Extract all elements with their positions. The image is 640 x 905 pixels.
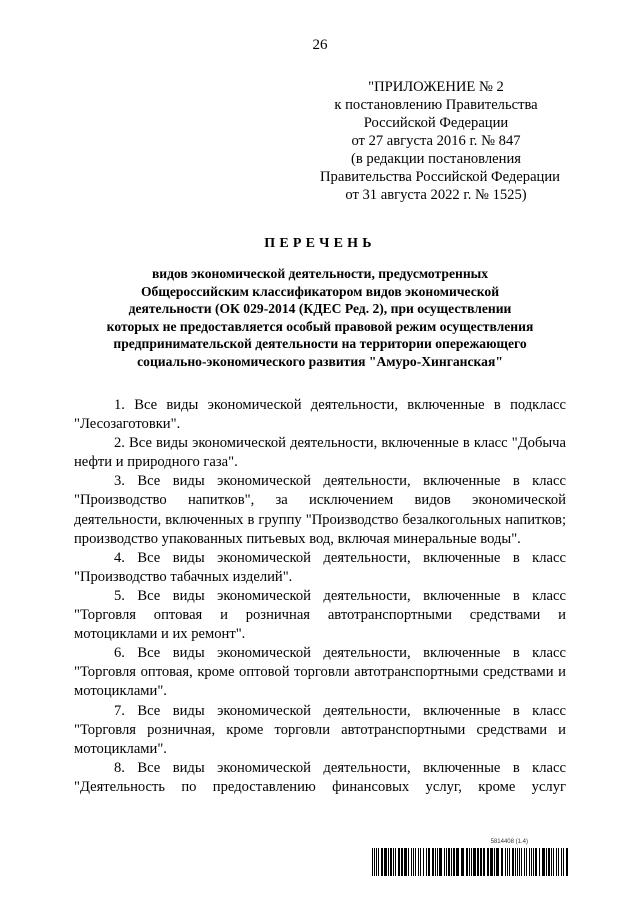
subtitle-line: предпринимательской деятельности на территории опережающего [113,336,527,351]
list-item: 4. Все виды экономической деятельности, включенные в класс "Производство табачных изделий". [74,549,566,585]
attachment-line: от 27 августа 2016 г. № 847 [351,133,521,149]
attachment-line: к постановлению Правительства [334,97,538,113]
barcode-bars [372,848,568,876]
attachment-header [320,78,560,204]
document-title: ПЕРЕЧЕНЬ [264,236,376,251]
page-number: 26 [312,37,328,53]
list-item: 2. Все виды экономической деятельности, включенные в класс "Добыча нефти и природного газа". [74,435,566,471]
attachment-line: от 31 августа 2022 г. № 1525) [345,187,527,203]
attachment-line: Правительства Российской Федерации [320,169,560,185]
barcode-id: 5814408 (1.4) [490,839,528,845]
attachment-line: Российской Федерации [363,115,509,131]
document-subtitle [70,265,570,370]
subtitle-line: видов экономической деятельности, предусмотренных [151,266,489,281]
subtitle-line: социально-экономического развития "Амуро-Хинганская" [137,353,503,369]
barcode [372,839,568,879]
attachment-line: (в редакции постановления [351,151,521,167]
list-item: 7. Все виды экономической деятельности, включенные в класс "Торговля розничная, кроме торговли автотранспортными средствами и мотоциклами". [74,702,566,757]
attachment-line: "ПРИЛОЖЕНИЕ № 2 [368,79,504,95]
list-item: 1. Все виды экономической деятельности, включенные в подкласс "Лесозаготовки". [74,397,566,433]
list-item: 6. Все виды экономической деятельности, включенные в класс "Торговля оптовая, кроме оптовой торговли автотранспортными средствами и мотоциклами". [74,645,566,700]
subtitle-line: которых не предоставляется особый правовой режим осуществления [106,318,534,334]
list-item: 3. Все виды экономической деятельности, включенные в класс "Производство напитков", за исключением видов экономической деятельности, включенных в группу "Производство безалкогольных напитков; производство упакованных питьевых вод, включая минеральные воды". [74,473,566,547]
subtitle-line: Общероссийским классификатором видов экономической [140,283,500,299]
list-item: 5. Все виды экономической деятельности, включенные в класс "Торговля оптовая и розничная автотранспортными средствами и мотоциклами и их ремонт". [74,587,566,643]
subtitle-line: деятельности (ОК 029-2014 (КДЕС Ред. 2), при осуществлении [128,301,512,316]
list-item: 8. Все виды экономической деятельности, включенные в класс "Деятельность по предоставлению финансовых услуг, кроме услуг [74,759,566,795]
document-body [74,396,566,797]
